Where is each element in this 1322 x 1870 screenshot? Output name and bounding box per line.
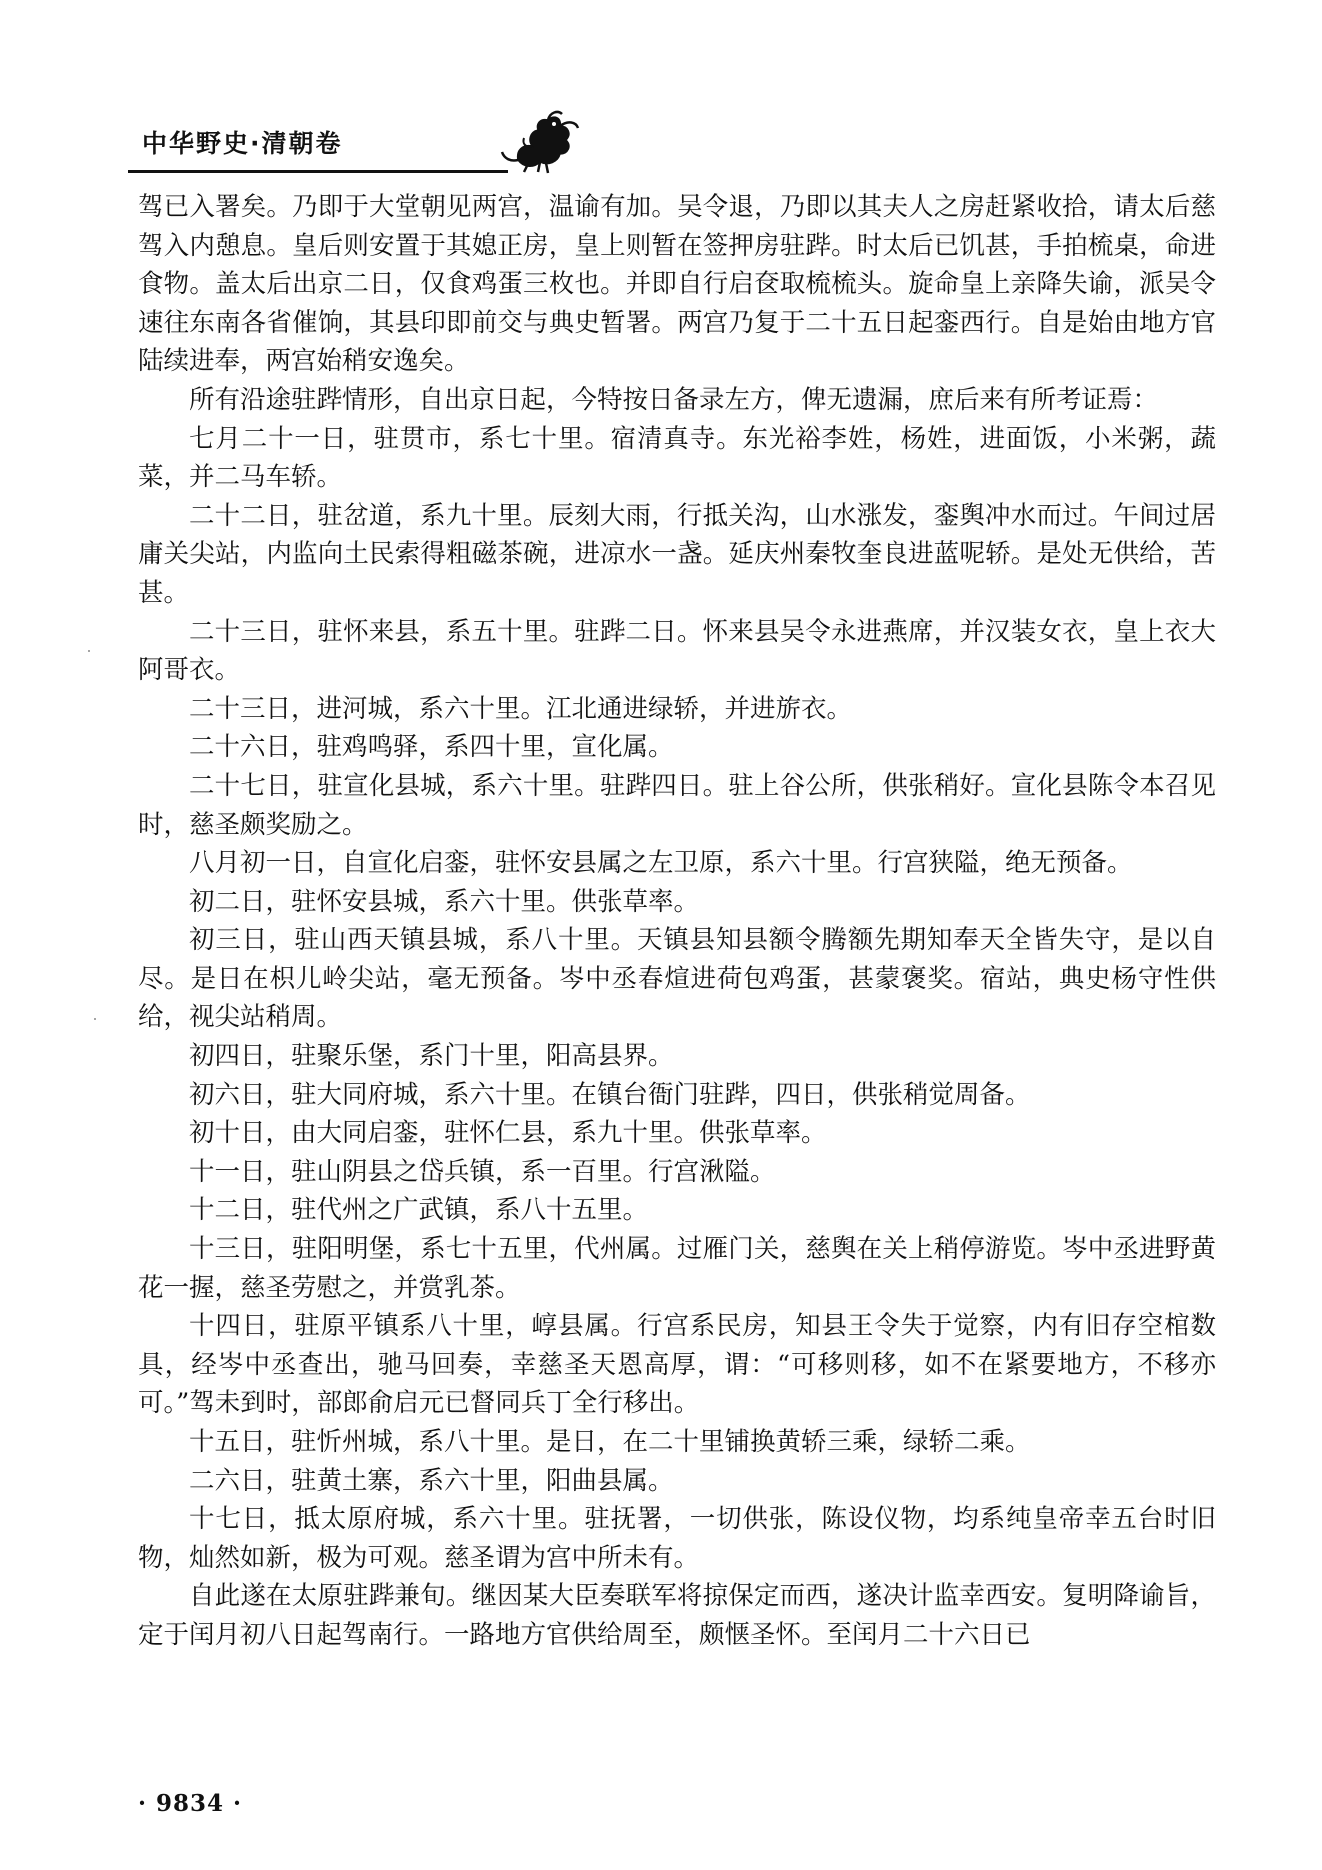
paragraph: 驾已入署矣。乃即于大堂朝见两宫，温谕有加。吴令退，乃即以其夫人之房赶紧收拾，请太后慈驾入内憩息。皇后则安置于其媳正房，皇上则暂在签押房驻跸。时太后已饥甚，手拍梳桌，命进食物。盖太后出京二日，仅食鸡蛋三枚也。并即自行启奁取梳梳头。旋命皇上亲降失谕，派吴令速往东南各省催饷，其县印即前交与典史暂署。两宫乃复于二十五日起銮西行。自是始由地方官陆续进奉，两宫始稍安逸矣。 [138,192,1216,377]
paragraph: 初三日，驻山西天镇县城，系八十里。天镇县知县额令腾额先期知奉天全皆失守，是以自尽。是日在枳儿岭尖站，毫无预备。岑中丞春煊进荷包鸡蛋，甚蒙褒奖。宿站，典史杨守性供给，视尖站稍周。 [138,925,1216,1033]
paragraph: 二十六日，驻鸡鸣驿，系四十里，宣化属。 [189,732,674,763]
paragraph: 十四日，驻原平镇系八十里，崞县属。行宫系民房，知县王令失于觉察，内有旧存空棺数具，经岑中丞查出，驰马回奏，幸慈圣天恩高厚，谓：“可移则移，如不在紧要地方，不移亦可。”驾未到时，部郎俞启元已督同兵丁全行移出。 [138,1311,1216,1419]
paragraph: 二十三日，进河城，系六十里。江北通进绿轿，并进旂衣。 [189,693,853,724]
paragraph: 十七日，抵太原府城，系六十里。驻抚署，一切供张，陈设仪物，均系纯皇帝幸五台时旧物，灿然如新，极为可观。慈圣谓为宫中所未有。 [138,1504,1216,1573]
paragraph: 所有沿途驻跸情形，自出京日起，今特按日备录左方，俾无遗漏，庶后来有所考证焉： [189,384,1159,415]
paragraph: 十五日，驻忻州城，系八十里。是日，在二十里铺换黄轿三乘，绿轿二乘。 [189,1427,1031,1457]
paragraph: 十二日，驻代州之广武镇，系八十五里。 [189,1195,649,1226]
paragraph: 自此遂在太原驻跸兼旬。继因某大臣奏联军将掠保定而西，遂决计监幸西安。复明降谕旨，定于闰月初八日起驾南行。一路地方官供给周至，颇惬圣怀。至闰月二十六日已 [138,1581,1216,1650]
page-number: · 9834 · [138,1790,243,1817]
page-header [128,100,1213,180]
page-body [138,188,1216,1655]
scan-speck [88,650,90,652]
paragraph: 初四日，驻聚乐堡，系门十里，阳高县界。 [189,1041,674,1072]
paragraph: 二十七日，驻宣化县城，系六十里。驻跸四日。驻上谷公所，供张稍好。宣化县陈令本召见时，慈圣颇奖励之。 [138,770,1216,840]
paragraph: 初十日，由大同启銮，驻怀仁县，系九十里。供张草率。 [189,1118,827,1149]
paragraph: 初六日，驻大同府城，系六十里。在镇台衙门驻跸，四日，供张稍觉周备。 [189,1079,1031,1110]
paragraph: 七月二十一日，驻贯市，系七十里。宿清真寺。东光裕李姓，杨姓，进面饭，小米粥，蔬菜，并二马车轿。 [138,423,1216,493]
paragraph: 十一日，驻山阴县之岱兵镇，系一百里。行宫湫隘。 [189,1156,776,1187]
paragraph: 初二日，驻怀安县城，系六十里。供张草率。 [189,886,700,917]
header-title: 中华野史·清朝卷 [142,129,343,158]
paragraph: 二六日，驻黄土寨，系六十里，阳曲县属。 [189,1465,674,1496]
paragraph: 十三日，驻阳明堡，系七十五里，代州属。过雁门关，慈舆在关上稍停游览。岑中丞进野黄花一握，慈圣劳慰之，并赏乳茶。 [138,1234,1216,1303]
paragraph: 二十二日，驻岔道，系九十里。辰刻大雨，行抵关沟，山水涨发，銮舆冲水而过。午间过居庸关尖站，内监向土民索得粗磁茶碗，进凉水一盏。延庆州秦牧奎良进蓝呢轿。是处无供给，苦甚。 [138,500,1216,608]
header-rule [128,170,508,173]
scan-speck [94,1018,96,1020]
paragraph: 八月初一日，自宣化启銮，驻怀安县属之左卫原，系六十里。行宫狭隘，绝无预备。 [189,848,1133,879]
dragon-emblem-icon [488,100,588,180]
paragraph: 二十三日，驻怀来县，系五十里。驻跸二日。怀来县吴令永进燕席，并汉装女衣，皇上衣大阿哥衣。 [138,616,1216,686]
